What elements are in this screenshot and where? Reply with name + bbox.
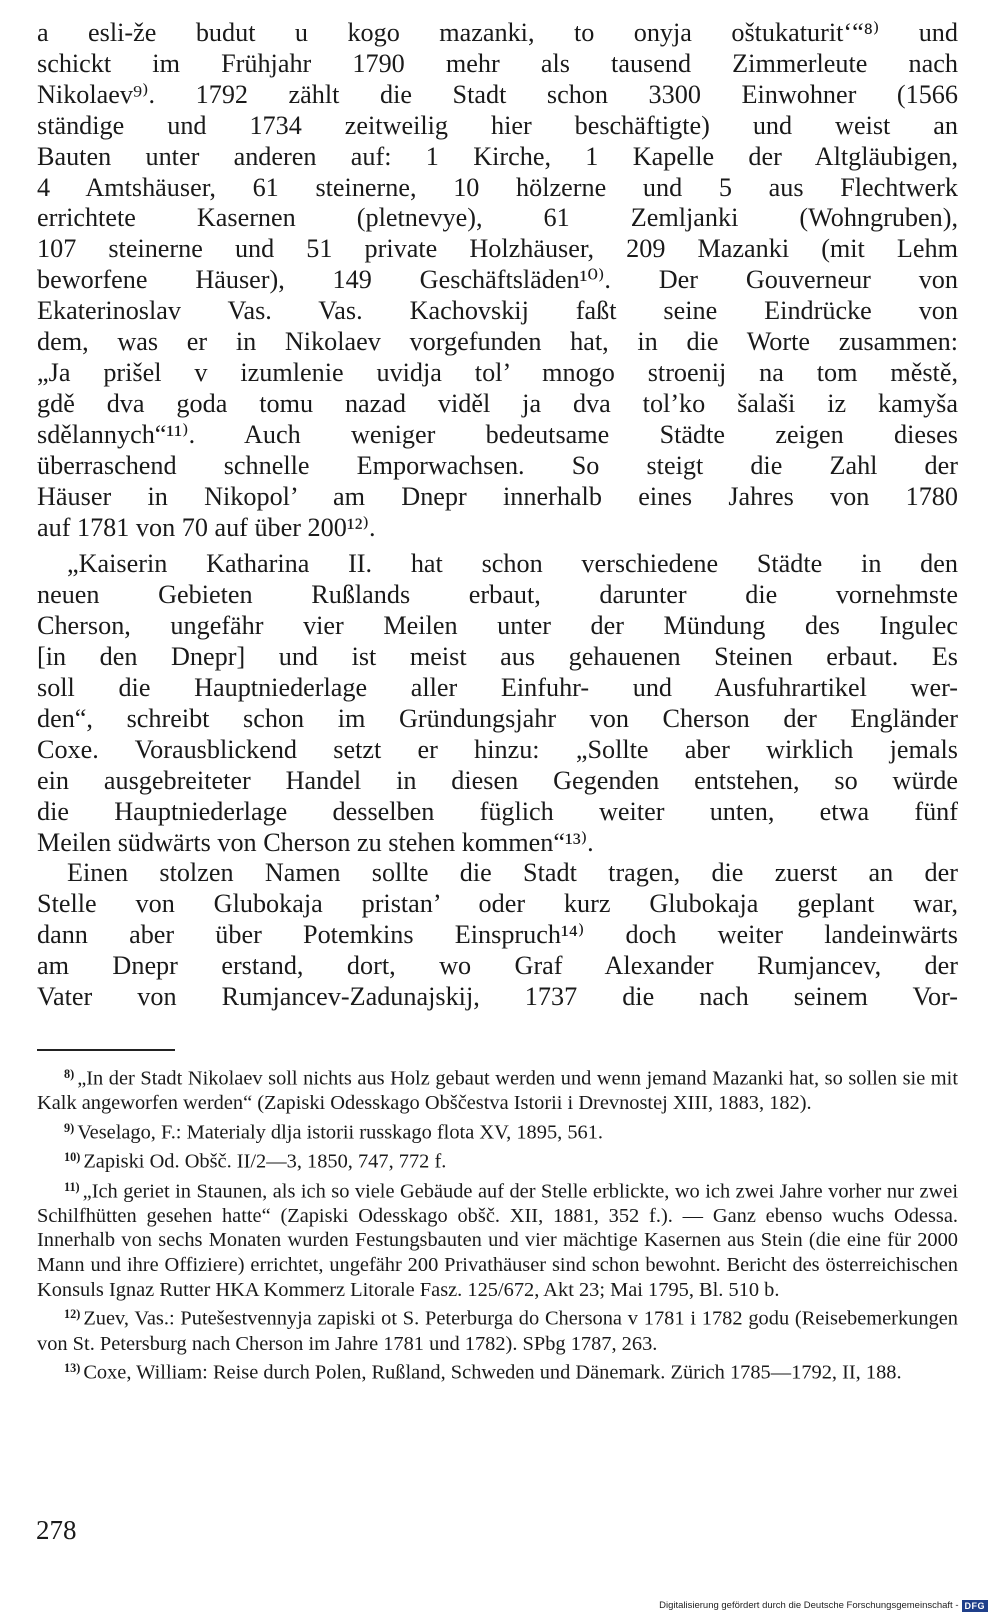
footnote-number: 11) bbox=[64, 1179, 80, 1194]
text-line: Meilen südwärts von Cherson zu stehen kommen“¹³⁾. bbox=[37, 827, 594, 857]
text-line: 107 steinerne und 51 private Holzhäuser, 209 Mazanki (mit Lehm bbox=[37, 234, 958, 264]
text-line: „Kaiserin Katharina II. hat schon verschiedene Städte in den bbox=[67, 549, 958, 579]
text-line: Bauten unter anderen auf: 1 Kirche, 1 Kapelle der Altgläubigen, bbox=[37, 141, 958, 171]
footnote-text: „In der Stadt Nikolaev soll nichts aus Holz gebaut werden und wenn jemand Mazanki hat, so sollen sie mit Kalk angeworfen werden“ (Zapiski Odesskago Obščestva Istorii i Drevnostej XIII, 1883, 182). bbox=[37, 1067, 958, 1115]
text-line: errichtete Kasernen (pletnevye), 61 Zemljanki (Wohngruben), bbox=[37, 203, 958, 233]
credit-text: Digitalisierung gefördert durch die Deutsche Forschungsgemeinschaft - bbox=[659, 1600, 959, 1611]
footnote-text: „Ich geriet in Staunen, als ich so viele Gebäude auf der Stelle erblickte, wo ich zwei Jahre vorher nur zwei Schilfhütten gesehen hatte“ (Zapiski Odesskago obšč. XII, 1881, 352 f.). — Ganz ebenso wuchs Odessa. Innerhalb von sechs Monaten wurden Festungsbauten und vier mächtige Kasernen aus Stein (die eine für 2000 Mann und ihre Offiziere) errichtet, ungefähr 200 Privathäuser sind schon bewohnt. Bericht des österreichischen Konsuls Ignaz Rutter HKA Kommerz Litorale Fasz. 125/672, Akt 23; Mai 1795, Bl. 510 b. bbox=[37, 1180, 958, 1301]
text-line: beworfene Häuser), 149 Geschäftsläden¹⁰⁾. Der Gouverneur von bbox=[37, 265, 958, 295]
text-line: Ekaterinoslav Vas. Vas. Kachovskij faßt seine Eindrücke von bbox=[37, 296, 958, 326]
text-line: Einen stolzen Namen sollte die Stadt tragen, die zuerst an der bbox=[67, 858, 958, 888]
text-line: auf 1781 von 70 auf über 200¹²⁾. bbox=[37, 512, 376, 542]
paragraph-1 bbox=[37, 18, 958, 543]
footnote bbox=[37, 1116, 958, 1145]
footnote-text: Zapiski Od. Obšč. II/2—3, 1850, 747, 772 f. bbox=[83, 1150, 447, 1173]
footnote bbox=[37, 1356, 958, 1385]
paragraph-2 bbox=[37, 549, 958, 858]
footnote-text: Coxe, William: Reise durch Polen, Rußland, Schweden und Dänemark. Zürich 1785—1792, II, 188. bbox=[83, 1361, 902, 1384]
footnote bbox=[37, 1302, 958, 1356]
text-line: Cherson, ungefähr vier Meilen unter der Mündung des Ingulec bbox=[37, 611, 958, 641]
footnote bbox=[37, 1062, 958, 1116]
text-line: überraschend schnelle Emporwachsen. So steigt die Zahl der bbox=[37, 450, 958, 480]
text-line: 4 Amtshäuser, 61 steinerne, 10 hölzerne und 5 aus Flechtwerk bbox=[37, 172, 958, 202]
footnote-number: 9) bbox=[64, 1120, 75, 1135]
footnote bbox=[37, 1145, 958, 1174]
text-line: [in den Dnepr] und ist meist aus gehauenen Steinen erbaut. Es bbox=[37, 642, 958, 672]
text-line: dem, was er in Nikolaev vorgefunden hat, in die Worte zusammen: bbox=[37, 327, 958, 357]
text-line: schickt im Frühjahr 1790 mehr als tausend Zimmerleute nach bbox=[37, 48, 958, 78]
text-line: gdě dva goda tomu nazad viděl ja dva tol’ko šalaši iz kamyša bbox=[37, 388, 958, 418]
footnote-text: Veselago, F.: Materialy dlja istorii russkago flota XV, 1895, 561. bbox=[77, 1121, 604, 1144]
paragraph-3 bbox=[37, 858, 958, 1013]
text-line: soll die Hauptniederlage aller Einfuhr- und Ausfuhrartikel wer- bbox=[37, 673, 958, 703]
digitization-credit bbox=[659, 1600, 988, 1612]
text-line: ständige und 1734 zeitweilig hier beschäftigte) und weist an bbox=[37, 110, 958, 140]
page-number: 278 bbox=[36, 1515, 77, 1545]
text-line: Häuser in Nikopol’ am Dnepr innerhalb eines Jahres von 1780 bbox=[37, 481, 958, 511]
text-line: die Hauptniederlage desselben füglich weiter unten, etwa fünf bbox=[37, 796, 958, 826]
text-line: a esli-že budut u kogo mazanki, to onyja oštukaturit‘“⁸⁾ und bbox=[37, 18, 958, 47]
text-line: Stelle von Glubokaja pristan’ oder kurz Glubokaja geplant war, bbox=[37, 889, 958, 919]
text-line: am Dnepr erstand, dort, wo Graf Alexander Rumjancev, der bbox=[37, 951, 958, 981]
footnote-number: 10) bbox=[64, 1150, 81, 1165]
text-line: dann aber über Potemkins Einspruch¹⁴⁾ doch weiter landeinwärts bbox=[37, 920, 958, 950]
footnote-text: Zuev, Vas.: Putešestvennyja zapiski ot S. Peterburga do Chersona v 1781 i 1782 godu (Reisebemerkungen von St. Petersburg nach Cherson im Jahre 1781 und 1782). SPbg 1787, 263. bbox=[37, 1307, 958, 1355]
text-line: „Ja prišel v izumlenie uvidja tol’ mnogo stroenij na tom městě, bbox=[37, 357, 958, 387]
footnote-number: 12) bbox=[64, 1307, 81, 1322]
footnote bbox=[37, 1175, 958, 1303]
text-line: neuen Gebieten Rußlands erbaut, darunter die vornehmste bbox=[37, 580, 958, 610]
footnote-number: 8) bbox=[64, 1067, 75, 1081]
footnote-rule bbox=[37, 1049, 175, 1051]
text-line: den“, schreibt schon im Gründungsjahr von Cherson der Engländer bbox=[37, 703, 958, 733]
text-line: Vater von Rumjancev-Zadunajskij, 1737 die nach seinem Vor- bbox=[37, 982, 958, 1012]
text-line: ein ausgebreiteter Handel in diesen Gegenden entstehen, so würde bbox=[37, 765, 958, 795]
dfg-logo: DFG bbox=[962, 1600, 989, 1612]
footnote-number: 13) bbox=[64, 1361, 81, 1376]
footnotes bbox=[37, 1062, 958, 1385]
text-line: Coxe. Vorausblickend setzt er hinzu: „Sollte aber wirklich jemals bbox=[37, 734, 958, 764]
text-line: Nikolaev⁹⁾. 1792 zählt die Stadt schon 3300 Einwohner (1566 bbox=[37, 79, 958, 109]
main-text bbox=[37, 18, 958, 1013]
text-line: sdělannych“¹¹⁾. Auch weniger bedeutsame Städte zeigen dieses bbox=[37, 419, 958, 449]
